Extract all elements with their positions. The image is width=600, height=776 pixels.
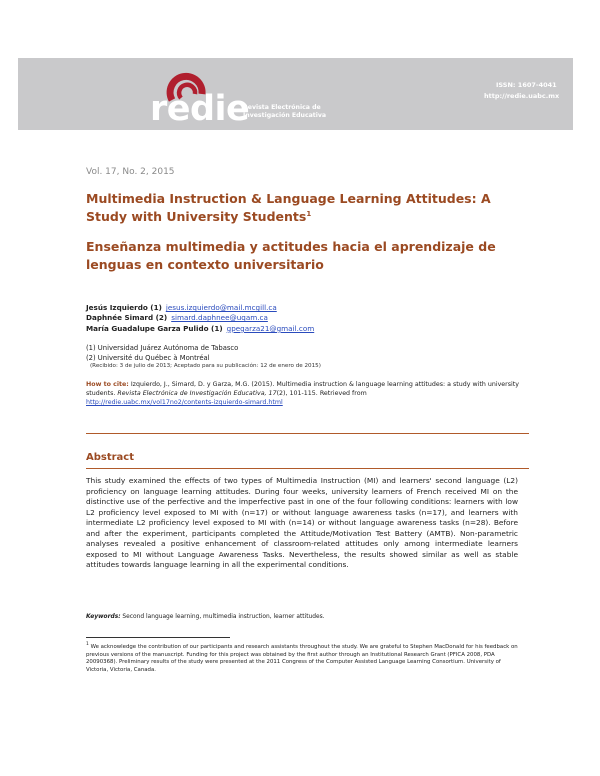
abstract-heading: Abstract [86, 452, 135, 463]
issn: ISSN: 1607-4041 [496, 81, 557, 89]
section-divider [86, 433, 529, 434]
author-entry: Jesús Izquierdo (1) jesus.izquierdo@mail.mcgill.ca [86, 303, 277, 312]
footnote: $^1$ We acknowledge the contribution of our participants and research assistants throughout the study. We are grateful to Stephen MacDonald for his feedback on previous versions of the manuscript. Funding for this project was obtained by the first author through an Institutional Research Grant (PFICA 2008, PDA 20090368). Preliminary results of the study were presented at the 2011 Congress of the Computer Assisted Language Learning Consortium. University of Victoria, Victoria, Canada. [86, 642, 518, 674]
author-email[interactable]: gpegarza21@gmail.com [226, 323, 315, 333]
affiliations [86, 343, 238, 363]
author-email[interactable]: jesus.izquierdo@mail.mcgill.ca [165, 303, 277, 312]
footnote-divider [86, 637, 230, 638]
author-entry: Daphnée Simard (2) simard.daphnee@uqam.ca [86, 313, 268, 323]
title-footnote-mark: 1 [306, 209, 312, 218]
abstract-text: This study examined the effects of two types of Multimedia Instruction (MI) and learners' second language (L2) proficiency on language learning attitudes. During four weeks, university learners of French received MI on the distinctive use of the perfective and the imperfective past in one of the four following conditions: learners with low L2 proficiency level exposed to MI with (n=17) or without language awareness tasks (n=17), and learners with intermediate L2 proficiency level exposed to MI with (n=14) or without language awareness tasks (n=28). Before and after the experiment, participants completed the Attitude/Motivation Test Battery (AMTB). Non-parametric analyses revealed a positive enhancement of classroom-related attitudes only among intermediate learners exposed to MI without Language Awareness Tasks. Nevertheless, the results showed similar as well as stable attitudes towards language learning in all the experimental conditions. [86, 476, 518, 570]
cite-link[interactable]: http://redie.uabc.mx/vol17no2/contents-izquierdo-simard.html [86, 399, 283, 407]
journal-url[interactable]: http://redie.uabc.mx [484, 92, 560, 100]
journal-full-name: Revista Electrónica de Investigación Educativa [243, 104, 327, 119]
cite-label: How to cite: [86, 381, 129, 388]
affiliation: (2) Université du Québec à Montréal [86, 354, 210, 363]
author-email[interactable]: simard.daphnee@uqam.ca [171, 313, 268, 323]
author-list [86, 303, 314, 334]
how-to-cite: How to cite: Izquierdo, J., Simard, D. y Garza, M.G. (2015). Multimedia instruction & language learning attitudes: a study with university students. Revista Electrónica de Investigación Educativa, 17(2), 101-115. Retrieved from http://redie.uabc.mx/vol17no2/contents-izquierdo-simard.html [86, 381, 519, 407]
journal-logo-word: redie [150, 89, 250, 129]
affiliation: (1) Universidad Juárez Autónoma de Tabasco [86, 344, 239, 352]
volume-info: Vol. 17, No. 2, 2015 [86, 167, 175, 177]
keywords: Keywords: Second language learning, multimedia instruction, learner attitudes. [86, 614, 325, 620]
title-spanish: Enseñanza multimedia y actitudes hacia el aprendizaje de lenguas en contexto universitario [86, 239, 496, 272]
abstract-underline [86, 468, 529, 469]
received-dates: (Recibido: 3 de julio de 2013; Aceptado para su publicación: 12 de enero de 2015) [90, 363, 321, 369]
author-entry: María Guadalupe Garza Pulido (1) gpegarza21@gmail.com [86, 323, 315, 333]
title-english: Multimedia Instruction & Language Learning Attitudes: A Study with University Students$^1$ [86, 191, 491, 224]
